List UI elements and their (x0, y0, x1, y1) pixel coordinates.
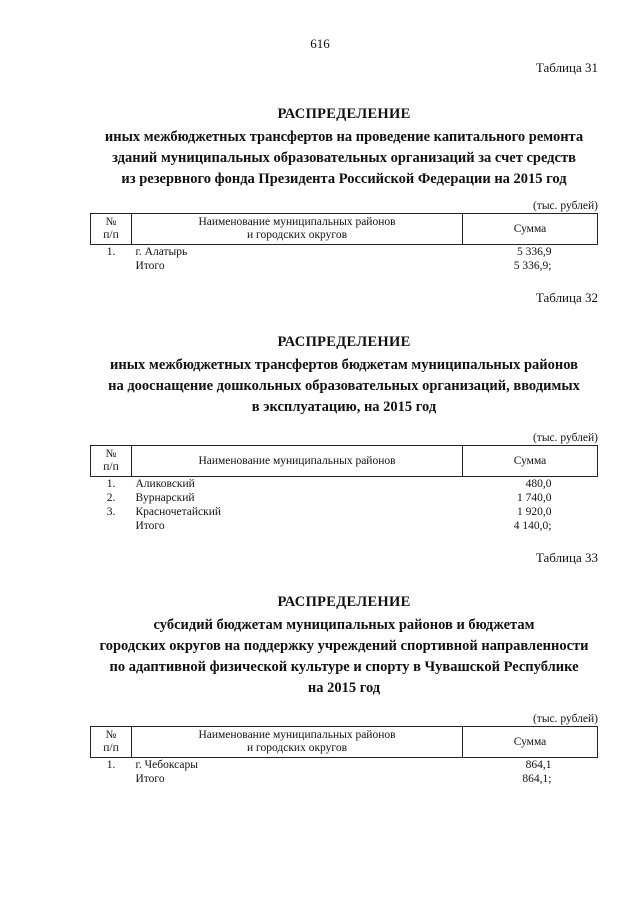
header-name: Наименование муниципальных районов и городских округов (132, 214, 463, 245)
row-num: 1. (106, 759, 116, 771)
header-num: № п/п (91, 214, 132, 245)
page-number: 616 (310, 36, 330, 51)
heading-line: городских округов на поддержку учреждений спортивной направленности (99, 638, 589, 654)
row-sum: 1 920,0 (517, 506, 552, 518)
units-label: (тыс. рублей) (532, 713, 598, 725)
table-row-total (91, 259, 598, 273)
table-33-section (90, 550, 598, 786)
header-name: Наименование муниципальных районов (132, 446, 463, 477)
table-row (91, 758, 598, 773)
heading-line: зданий муниципальных образовательных организаций за счет средств (112, 150, 576, 166)
table-label: Таблица 32 (535, 290, 598, 305)
header-sum: Сумма (463, 727, 598, 758)
row-sum: 5 336,9 (517, 246, 552, 258)
row-name: г. Алатырь (135, 246, 188, 258)
row-num (91, 259, 132, 273)
header-name: Наименование муниципальных районов и городских округов (132, 727, 463, 758)
row-name: Аликовский (135, 478, 195, 490)
table-row (91, 477, 598, 492)
header-num: № п/п (91, 446, 132, 477)
row-name: Итого (135, 773, 165, 785)
row-num: 3. (106, 506, 116, 518)
section-heading (90, 332, 598, 418)
row-num: 1. (106, 246, 116, 258)
table-row-total (91, 519, 598, 533)
header-sum: Сумма (463, 446, 598, 477)
row-sum: 1 740,0 (517, 492, 552, 504)
table-row (91, 245, 598, 260)
row-name: Вурнарский (135, 492, 195, 504)
header-sum: Сумма (463, 214, 598, 245)
data-table (90, 445, 598, 533)
units-label: (тыс. рублей) (532, 200, 598, 212)
heading-title: РАСПРЕДЕЛЕНИЕ (277, 334, 411, 350)
data-table (90, 213, 598, 273)
units-label: (тыс. рублей) (532, 432, 598, 444)
section-heading (90, 592, 598, 699)
table-header-row (91, 727, 598, 758)
heading-title: РАСПРЕДЕЛЕНИЕ (277, 106, 411, 122)
row-num (91, 519, 132, 533)
row-sum: 864,1; (522, 773, 552, 785)
heading-line: субсидий бюджетам муниципальных районов и бюджетам (153, 617, 535, 633)
row-num: 1. (106, 478, 116, 490)
table-32-section (90, 290, 598, 533)
table-row (91, 491, 598, 505)
table-label: Таблица 33 (535, 550, 598, 565)
row-sum: 4 140,0; (513, 520, 552, 532)
row-sum: 864,1 (525, 759, 552, 771)
row-sum: 5 336,9; (513, 260, 552, 272)
table-row-total (91, 772, 598, 786)
table-31-section (90, 60, 598, 273)
row-name: Красночетайский (135, 506, 222, 518)
heading-line: на 2015 год (307, 680, 381, 696)
data-table (90, 726, 598, 786)
row-name: г. Чебоксары (135, 759, 198, 771)
heading-line: на дооснащение дошкольных образовательных организаций, вводимых (108, 378, 580, 394)
heading-line: по адаптивной физической культуре и спорту в Чувашской Республике (109, 659, 579, 675)
heading-title: РАСПРЕДЕЛЕНИЕ (277, 594, 411, 610)
row-num: 2. (106, 492, 116, 504)
heading-line: из резервного фонда Президента Российской Федерации на 2015 год (121, 171, 567, 187)
table-header-row (91, 446, 598, 477)
table-label: Таблица 31 (535, 60, 598, 75)
row-name: Итого (135, 520, 165, 532)
heading-line: иных межбюджетных трансфертов бюджетам муниципальных районов (110, 357, 578, 373)
section-heading (90, 104, 598, 190)
row-sum: 480,0 (525, 478, 552, 490)
header-num: № п/п (91, 727, 132, 758)
row-name: Итого (135, 260, 165, 272)
table-header-row (91, 214, 598, 245)
table-row (91, 505, 598, 519)
heading-line: иных межбюджетных трансфертов на проведение капитального ремонта (104, 129, 584, 145)
heading-line: в эксплуатацию, на 2015 год (251, 399, 437, 415)
row-num (91, 772, 132, 786)
